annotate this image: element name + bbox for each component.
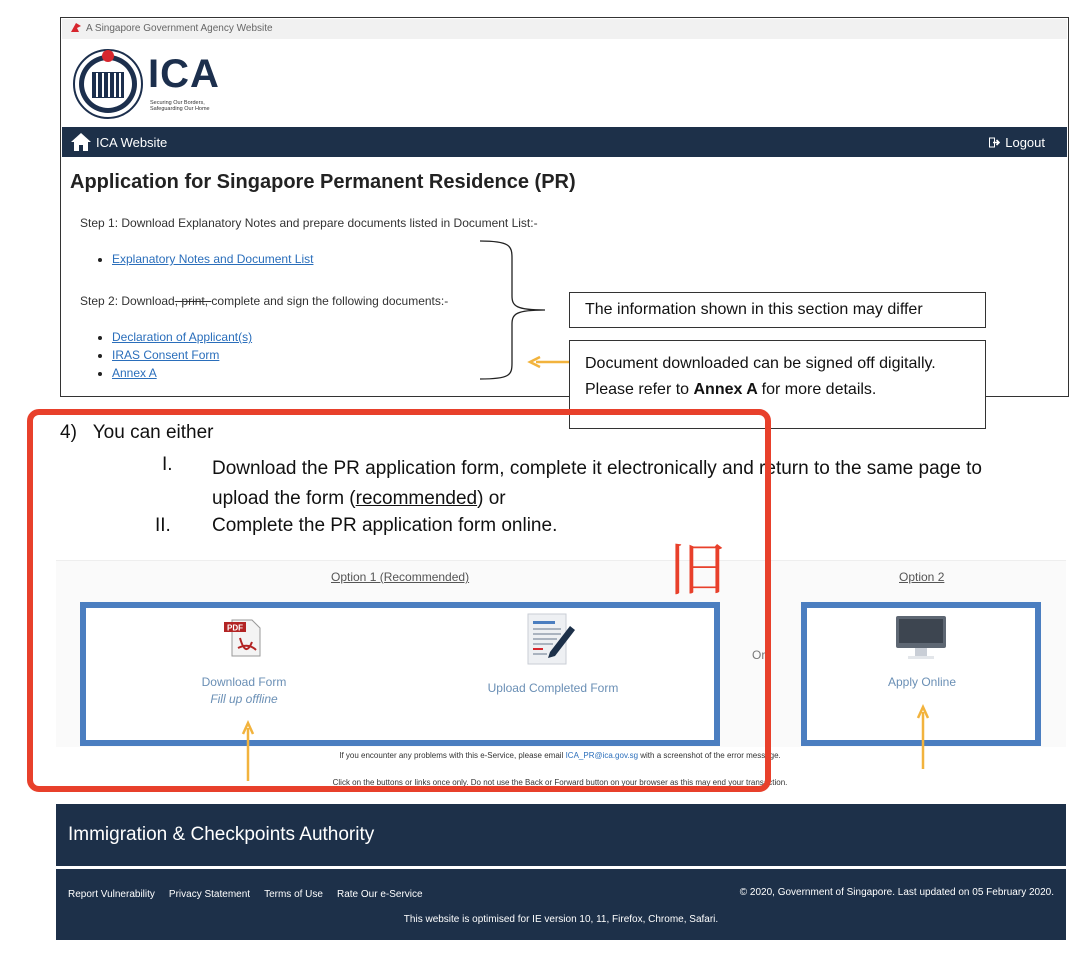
footer-title: Immigration & Checkpoints Authority (68, 824, 375, 845)
explanatory-notes-link[interactable]: Explanatory Notes and Document List (112, 252, 314, 266)
item1-underline: recommended (355, 488, 478, 509)
privacy-statement-link[interactable]: Privacy Statement (168, 889, 251, 900)
step4-intro: 4) You can either (60, 422, 214, 443)
top-navbar (62, 127, 1067, 157)
nav-home-link[interactable] (70, 131, 167, 153)
logout-button[interactable] (989, 135, 1045, 150)
apply-online-label[interactable]: Apply Online (887, 675, 957, 689)
old-annotation-label: 旧 (668, 538, 727, 603)
item2-text: Complete the PR application form online. (212, 515, 558, 536)
step1-text: Step 1: Download Explanatory Notes and prepare documents listed in Document List:- (80, 216, 538, 230)
download-form-sublabel: Fill up offline (210, 692, 278, 706)
support-email-link[interactable]: ICA_PR@ica.gov.sg (565, 751, 639, 760)
footer-links (68, 889, 423, 900)
report-vulnerability-link[interactable]: Report Vulnerability (68, 889, 155, 900)
problem-post: with a screenshot of the error message. (638, 751, 781, 760)
step2-link-list (80, 328, 252, 382)
footer-browser-note: This website is optimised for IE version 10, 11, Firefox, Chrome, Safari. (403, 914, 719, 925)
page-title: Application for Singapore Permanent Residence (PR) (70, 171, 576, 193)
gov-banner-text: A Singapore Government Agency Website (86, 23, 273, 34)
declaration-link[interactable]: Declaration of Applicant(s) (112, 330, 253, 344)
rate-eservice-link[interactable]: Rate Our e-Service (336, 889, 423, 900)
red-highlight-box (27, 409, 771, 792)
step1-link-list (80, 250, 313, 268)
callout-text: Document downloaded can be signed off digitally. Please refer to (585, 355, 936, 398)
item1-post: ) or (477, 488, 506, 509)
list-item (112, 364, 252, 382)
step2-prefix: Step 2: Download (80, 294, 175, 308)
nav-home-label: ICA Website (96, 134, 168, 150)
arrow-up-icon (915, 704, 931, 770)
upload-form-label[interactable]: Upload Completed Form (487, 681, 619, 695)
terms-of-use-link[interactable]: Terms of Use (264, 889, 323, 900)
step2-suffix: complete and sign the following documents:- (211, 294, 449, 308)
apply-online-button[interactable] (894, 614, 948, 667)
callout-text-end: for more details. (761, 381, 877, 398)
click-notice: Click on the buttons or links once only. Do not use the Back or Forward button on your browser as this may end your transaction. (332, 778, 788, 787)
step2-text (80, 294, 448, 308)
monitor-icon (894, 614, 948, 662)
ica-logo[interactable] (72, 44, 232, 124)
option2-label: Option 2 (899, 570, 945, 584)
callout-bold: Annex A (693, 381, 762, 398)
ica-crest-icon (72, 46, 144, 122)
ica-tagline: Securing Our Borders, Safeguarding Our Home (150, 100, 210, 112)
footer-bar (56, 869, 1066, 940)
download-form-label[interactable]: Download Form (201, 675, 287, 689)
footer-banner (56, 804, 1066, 866)
item2-number: II. (155, 515, 171, 536)
footer-copyright: © 2020, Government of Singapore. Last updated on 05 February 2020. (739, 887, 1054, 898)
logout-label: Logout (1005, 135, 1045, 150)
option1-label: Option 1 (Recommended) (331, 570, 470, 584)
list-item (112, 250, 313, 268)
lion-head-icon (70, 22, 82, 34)
pdf-badge-text: PDF (227, 623, 243, 633)
logout-icon (989, 137, 1001, 148)
annex-a-link[interactable]: Annex A (112, 366, 157, 380)
problem-pre: If you encounter any problems with this e-Service, please email (339, 751, 566, 760)
iras-consent-link[interactable]: IRAS Consent Form (112, 348, 220, 362)
item1-number: I. (162, 454, 173, 475)
step2-struck: , print, (174, 294, 212, 308)
list-item (112, 346, 252, 364)
arrow-left-icon (526, 354, 570, 370)
item1-pre: Download the PR application form, complete it electronically and return to the same page to upload the form ( (212, 458, 982, 509)
callout-info-differ: The information shown in this section may differ (569, 292, 986, 328)
list-item (112, 328, 252, 346)
home-icon (70, 132, 92, 152)
gov-banner (62, 19, 1067, 39)
or-separator: Or (752, 648, 766, 662)
ica-wordmark: ICA (148, 52, 220, 96)
